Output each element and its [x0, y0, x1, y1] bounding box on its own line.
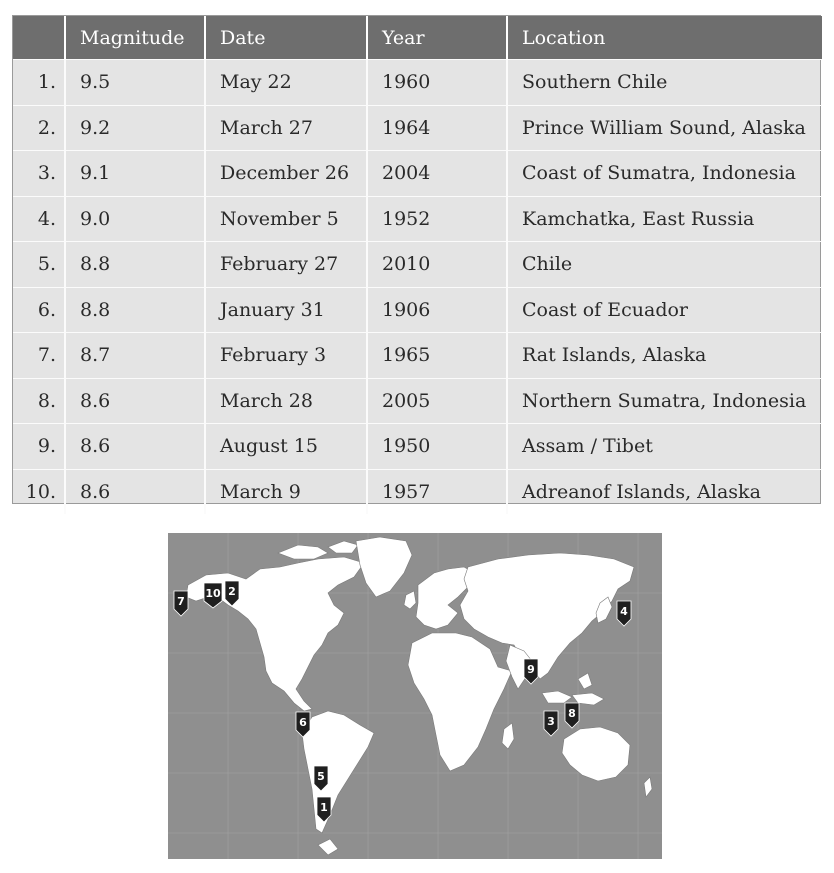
- rank-cell: 8.: [13, 378, 65, 424]
- marker-label: 4: [620, 605, 628, 618]
- location-cell: Rat Islands, Alaska: [507, 333, 822, 379]
- date-cell: August 15: [205, 424, 367, 470]
- marker-label: 7: [177, 595, 185, 608]
- rank-cell: 4.: [13, 196, 65, 242]
- rank-cell: 9.: [13, 424, 65, 470]
- table-row: [13, 105, 822, 151]
- header-date: Date: [205, 16, 367, 60]
- magnitude-cell: 8.8: [65, 287, 205, 333]
- location-cell: Coast of Sumatra, Indonesia: [507, 151, 822, 197]
- table-header-row: [13, 16, 822, 60]
- year-cell: 2010: [367, 242, 507, 288]
- table-row: [13, 287, 822, 333]
- year-cell: 2005: [367, 378, 507, 424]
- header-year: Year: [367, 16, 507, 60]
- world-map: [168, 533, 662, 859]
- year-cell: 1965: [367, 333, 507, 379]
- magnitude-cell: 8.6: [65, 469, 205, 514]
- magnitude-cell: 9.2: [65, 105, 205, 151]
- earthquake-table: [12, 15, 821, 504]
- date-cell: December 26: [205, 151, 367, 197]
- year-cell: 1906: [367, 287, 507, 333]
- date-cell: May 22: [205, 60, 367, 106]
- location-cell: Adreanof Islands, Alaska: [507, 469, 822, 514]
- magnitude-cell: 8.8: [65, 242, 205, 288]
- date-cell: March 28: [205, 378, 367, 424]
- marker-label: 2: [228, 585, 236, 598]
- location-cell: Assam / Tibet: [507, 424, 822, 470]
- marker-label: 8: [568, 707, 576, 720]
- location-cell: Kamchatka, East Russia: [507, 196, 822, 242]
- table-row: [13, 196, 822, 242]
- location-cell: Coast of Ecuador: [507, 287, 822, 333]
- rank-cell: 6.: [13, 287, 65, 333]
- rank-cell: 1.: [13, 60, 65, 106]
- date-cell: March 27: [205, 105, 367, 151]
- date-cell: February 3: [205, 333, 367, 379]
- date-cell: March 9: [205, 469, 367, 514]
- header-magnitude: Magnitude: [65, 16, 205, 60]
- location-cell: Prince William Sound, Alaska: [507, 105, 822, 151]
- location-cell: Northern Sumatra, Indonesia: [507, 378, 822, 424]
- date-cell: January 31: [205, 287, 367, 333]
- rank-cell: 2.: [13, 105, 65, 151]
- marker-label: 1: [320, 801, 328, 814]
- header-location: Location: [507, 16, 822, 60]
- rank-cell: 3.: [13, 151, 65, 197]
- table-row: [13, 242, 822, 288]
- date-cell: February 27: [205, 242, 367, 288]
- magnitude-cell: 8.7: [65, 333, 205, 379]
- table-row: [13, 333, 822, 379]
- year-cell: 1950: [367, 424, 507, 470]
- location-cell: Southern Chile: [507, 60, 822, 106]
- table-row: [13, 424, 822, 470]
- world-map-svg: [168, 533, 662, 859]
- location-cell: Chile: [507, 242, 822, 288]
- marker-label: 10: [205, 587, 221, 600]
- table-row: [13, 60, 822, 106]
- rank-cell: 7.: [13, 333, 65, 379]
- year-cell: 1952: [367, 196, 507, 242]
- rank-cell: 10.: [13, 469, 65, 514]
- table-row: [13, 378, 822, 424]
- magnitude-cell: 9.1: [65, 151, 205, 197]
- rank-cell: 5.: [13, 242, 65, 288]
- magnitude-cell: 8.6: [65, 424, 205, 470]
- year-cell: 1960: [367, 60, 507, 106]
- header-rank: [13, 16, 65, 60]
- magnitude-cell: 9.5: [65, 60, 205, 106]
- earthquake-table-grid: [13, 16, 822, 514]
- marker-label: 5: [317, 770, 325, 783]
- year-cell: 2004: [367, 151, 507, 197]
- date-cell: November 5: [205, 196, 367, 242]
- year-cell: 1964: [367, 105, 507, 151]
- marker-label: 9: [527, 663, 535, 676]
- year-cell: 1957: [367, 469, 507, 514]
- table-row: [13, 151, 822, 197]
- table-row: [13, 469, 822, 514]
- magnitude-cell: 8.6: [65, 378, 205, 424]
- marker-label: 3: [547, 715, 555, 728]
- magnitude-cell: 9.0: [65, 196, 205, 242]
- marker-label: 6: [299, 716, 307, 729]
